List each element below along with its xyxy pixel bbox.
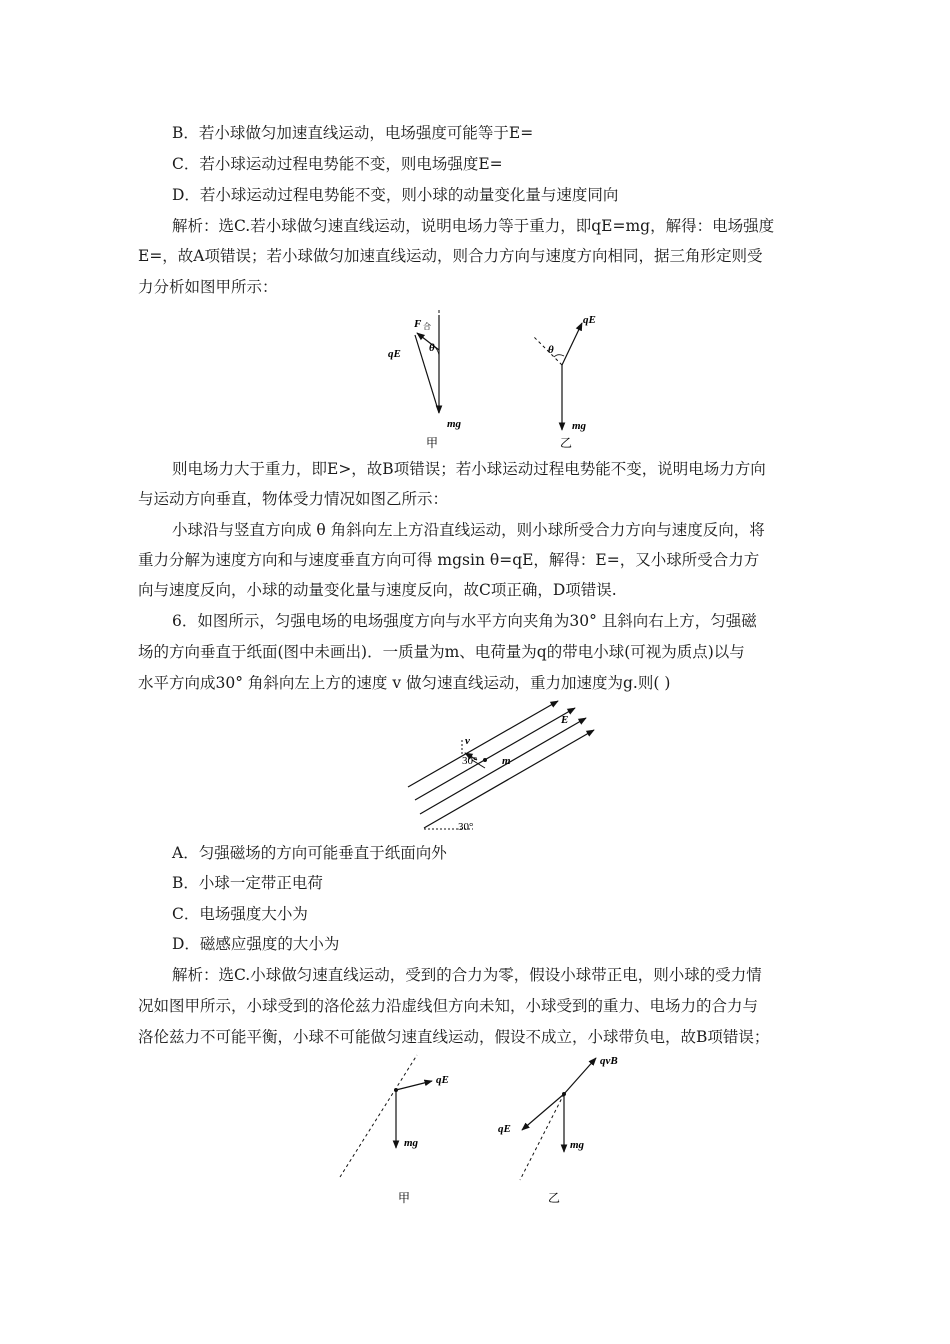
analysis-6-line-3: 洛伦兹力不可能平衡，小球不可能做匀速直线运动，假设不成立，小球带负电，故B项错误； <box>138 1028 770 1046</box>
option-6c: C．电场强度大小为 <box>172 905 308 923</box>
analysis-5-line-8: 向与速度反向，小球的动量变化量与速度反向，故C项正确，D项错误. <box>138 581 617 599</box>
question-6-line-2: 场的方向垂直于纸面(图中未画出)．一质量为m、电荷量为q的带电小球(可视为质点)以与 <box>138 643 745 661</box>
question-6-line-1: 6．如图所示，匀强电场的电场强度方向与水平方向夹角为30° 且斜向右上方，匀强磁 <box>172 612 757 630</box>
analysis-5-line-5: 与运动方向垂直，物体受力情况如图乙所示： <box>138 490 449 508</box>
question-6-line-3: 水平方向成30° 角斜向左上方的速度 v 做匀速直线运动，重力加速度为g.则( ) <box>138 674 671 692</box>
yi-dashed-line <box>520 1094 564 1180</box>
option-6d: D．磁感应强度的大小为 <box>172 935 340 953</box>
jia-qe-label: qE <box>436 1074 449 1086</box>
option-6a: A．匀强磁场的方向可能垂直于纸面向外 <box>172 844 447 862</box>
jia-mg-label: mg <box>447 418 462 430</box>
yi-qvb-label: qvB <box>600 1055 618 1067</box>
jia-f-subscript: 合 <box>423 322 431 331</box>
base-angle-label: 30° <box>458 821 474 833</box>
jia-dashed-line <box>340 1055 417 1177</box>
yi-qvb-arrow <box>564 1058 596 1094</box>
yi-qe-label: qE <box>583 314 596 326</box>
analysis-5-line-1: 解析：选C.若小球做匀速直线运动，说明电场力等于重力，即qE=mg，解得：电场强度 <box>172 217 775 235</box>
jia-qe-arrow <box>396 1081 432 1090</box>
yi-theta-label: θ <box>548 344 554 356</box>
yi-mg-label: mg <box>572 420 587 432</box>
ball <box>483 758 487 762</box>
yi-caption: 乙 <box>560 436 573 450</box>
analysis-6-line-2: 况如图甲所示，小球受到的洛伦兹力沿虚线但方向未知，小球受到的重力、电场力的合力与 <box>138 997 759 1015</box>
analysis-5-line-7: 重力分解为速度方向和与速度垂直方向可得 mgsin θ=qE，解得：E=，又小球所受合力方 <box>138 551 760 569</box>
jia-caption: 甲 <box>398 1191 411 1205</box>
analysis-5-line-4: 则电场力大于重力，即E>，故B项错误；若小球运动过程电势能不变，说明电场力方向 <box>172 460 766 478</box>
velocity-label: v <box>465 735 470 747</box>
field-line-4 <box>424 730 594 828</box>
analysis-5-line-6: 小球沿与竖直方向成 θ 角斜向左上方沿直线运动，则小球所受合力方向与速度反向，将 <box>172 521 765 539</box>
option-5c: C．若小球运动过程电势能不变，则电场强度E= <box>172 155 503 173</box>
yi-qe-arrow <box>522 1094 564 1130</box>
option-5b: B．若小球做匀加速直线运动，电场强度可能等于E= <box>172 124 534 142</box>
jia-qe-label: qE <box>388 348 401 360</box>
field-e-label: E <box>561 714 569 726</box>
force-diagram-1 <box>380 305 620 455</box>
analysis-5-line-3: 力分析如图甲所示： <box>138 278 278 296</box>
field-line-2 <box>415 708 575 800</box>
jia-f-label: F <box>414 318 422 330</box>
jia-caption: 甲 <box>426 436 439 450</box>
yi-caption: 乙 <box>548 1191 561 1205</box>
option-6b: B．小球一定带正电荷 <box>172 874 323 892</box>
field-diagram <box>398 700 628 840</box>
force-diagram-2 <box>330 1050 630 1210</box>
jia-theta-label: θ <box>429 342 435 354</box>
analysis-5-line-2: E=，故A项错误；若小球做匀加速直线运动，则合力方向与速度方向相同，据三角形定则受 <box>138 247 763 265</box>
yi-mg-label: mg <box>570 1139 585 1151</box>
jia-mg-label: mg <box>404 1137 419 1149</box>
option-5d: D．若小球运动过程电势能不变，则小球的动量变化量与速度同向 <box>172 186 619 204</box>
mass-label: m <box>502 755 511 767</box>
field-line-1 <box>408 701 558 787</box>
yi-qe-label: qE <box>498 1123 511 1135</box>
yi-theta-arc <box>554 355 564 357</box>
analysis-6-line-1: 解析：选C.小球做匀速直线运动，受到的合力为零，假设小球带正电，则小球的受力情 <box>172 966 762 984</box>
yi-qe-arrow <box>562 323 582 365</box>
ball-angle-label: 30° <box>462 755 478 767</box>
